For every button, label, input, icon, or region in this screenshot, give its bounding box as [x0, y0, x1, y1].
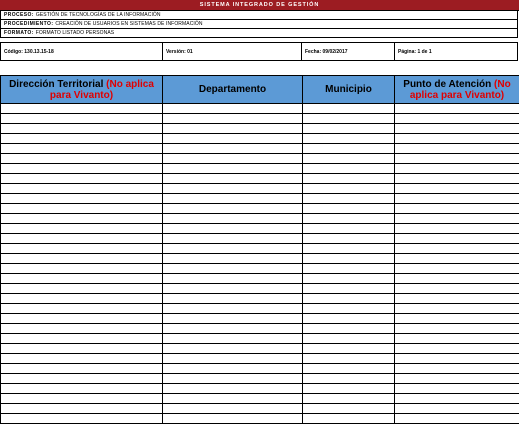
table-cell[interactable] [1, 384, 163, 394]
table-cell[interactable] [395, 304, 519, 314]
table-row [1, 304, 519, 314]
table-row [1, 154, 519, 164]
table-cell[interactable] [1, 124, 163, 134]
table-cell[interactable] [163, 264, 303, 274]
table-row [1, 404, 519, 414]
table-cell[interactable] [163, 134, 303, 144]
table-row [1, 234, 519, 244]
column-label: Dirección Territorial [9, 79, 103, 90]
table-cell[interactable] [1, 354, 163, 364]
table-cell[interactable] [395, 394, 519, 404]
table-cell[interactable] [1, 294, 163, 304]
table-cell[interactable] [163, 344, 303, 354]
table-cell[interactable] [303, 264, 395, 274]
table-cell[interactable] [163, 284, 303, 294]
table-row [1, 354, 519, 364]
table-cell[interactable] [163, 244, 303, 254]
table-cell[interactable] [395, 204, 519, 214]
table-cell[interactable] [163, 394, 303, 404]
table-cell[interactable] [303, 334, 395, 344]
table-cell[interactable] [163, 304, 303, 314]
table-cell[interactable] [163, 124, 303, 134]
table-cell[interactable] [163, 254, 303, 264]
table-cell[interactable] [163, 234, 303, 244]
table-cell[interactable] [395, 314, 519, 324]
table-cell[interactable] [303, 314, 395, 324]
system-title: SISTEMA INTEGRADO DE GESTIÓN [0, 0, 519, 11]
table-cell[interactable] [163, 404, 303, 414]
table-cell[interactable] [395, 294, 519, 304]
column-header [163, 76, 303, 104]
table-cell[interactable] [1, 224, 163, 234]
proceso-value: GESTIÓN DE TECNOLOGÍAS DE LA INFORMACIÓN [36, 12, 161, 18]
table-cell[interactable] [303, 284, 395, 294]
table-cell[interactable] [163, 204, 303, 214]
table-cell[interactable] [395, 134, 519, 144]
table-row [1, 384, 519, 394]
table-cell[interactable] [395, 244, 519, 254]
table-cell[interactable] [395, 144, 519, 154]
column-label: Municipio [325, 84, 372, 95]
table-cell[interactable] [303, 414, 395, 424]
table-cell[interactable] [163, 364, 303, 374]
table-cell[interactable] [303, 234, 395, 244]
table-cell[interactable] [303, 144, 395, 154]
table-cell[interactable] [1, 344, 163, 354]
table-cell[interactable] [1, 134, 163, 144]
table-cell[interactable] [1, 184, 163, 194]
column-header [395, 76, 519, 104]
table-cell[interactable] [1, 374, 163, 384]
table-cell[interactable] [1, 394, 163, 404]
table-cell[interactable] [303, 114, 395, 124]
column-label: Departamento [199, 84, 266, 95]
table-row [1, 334, 519, 344]
table-cell[interactable] [163, 384, 303, 394]
procedimiento-label: PROCEDIMIENTO: [4, 21, 53, 27]
column-label: Punto de Atención [403, 79, 491, 90]
table-cell[interactable] [303, 154, 395, 164]
table-cell[interactable] [395, 124, 519, 134]
table-cell[interactable] [395, 184, 519, 194]
table-row [1, 284, 519, 294]
table-row [1, 324, 519, 334]
table-row [1, 254, 519, 264]
table-cell[interactable] [1, 164, 163, 174]
proceso-row [0, 11, 518, 20]
table-cell[interactable] [303, 364, 395, 374]
table-cell[interactable] [163, 374, 303, 384]
table-row [1, 244, 519, 254]
table-row [1, 264, 519, 274]
column-header [303, 76, 395, 104]
table-row [1, 394, 519, 404]
table-cell[interactable] [163, 154, 303, 164]
table-cell[interactable] [163, 224, 303, 234]
codigo-cell: Código: 130.13.15-18 [1, 43, 163, 60]
table-cell[interactable] [395, 214, 519, 224]
table-row [1, 224, 519, 234]
table-cell[interactable] [303, 254, 395, 264]
table-cell[interactable] [1, 404, 163, 414]
personas-table [0, 75, 519, 424]
formato-row [0, 29, 518, 38]
table-cell[interactable] [395, 414, 519, 424]
formato-value: FORMATO LISTADO PERSONAS [36, 30, 115, 36]
table-cell[interactable] [303, 124, 395, 134]
table-cell[interactable] [1, 314, 163, 324]
table-cell[interactable] [395, 264, 519, 274]
table-cell[interactable] [163, 144, 303, 154]
table-cell[interactable] [1, 154, 163, 164]
table-cell[interactable] [1, 324, 163, 334]
table-cell[interactable] [395, 224, 519, 234]
table-cell[interactable] [303, 274, 395, 284]
table-row [1, 204, 519, 214]
table-cell[interactable] [303, 374, 395, 384]
table-cell[interactable] [395, 254, 519, 264]
table-cell[interactable] [1, 244, 163, 254]
table-cell[interactable] [1, 254, 163, 264]
table-cell[interactable] [163, 294, 303, 304]
table-cell[interactable] [163, 184, 303, 194]
document-meta-row [0, 42, 518, 61]
table-cell[interactable] [1, 104, 163, 114]
table-cell[interactable] [395, 164, 519, 174]
table-cell[interactable] [303, 354, 395, 364]
table-cell[interactable] [395, 234, 519, 244]
table-body [1, 104, 519, 424]
table-cell[interactable] [163, 174, 303, 184]
table-cell[interactable] [1, 284, 163, 294]
table-row [1, 274, 519, 284]
table-cell[interactable] [303, 384, 395, 394]
table-cell[interactable] [303, 244, 395, 254]
table-row [1, 184, 519, 194]
column-header [1, 76, 163, 104]
column-note: (No aplica para Vivanto) [50, 79, 154, 101]
table-row [1, 414, 519, 424]
table-cell[interactable] [303, 164, 395, 174]
table-cell[interactable] [163, 114, 303, 124]
proceso-label: PROCESO: [4, 12, 34, 18]
table-cell[interactable] [395, 334, 519, 344]
procedimiento-row [0, 20, 518, 29]
pagina-cell: Página: 1 de 1 [395, 43, 517, 60]
table-cell[interactable] [1, 174, 163, 184]
table-cell[interactable] [1, 274, 163, 284]
version-cell: Versión: 01 [163, 43, 302, 60]
table-cell[interactable] [395, 364, 519, 374]
table-cell[interactable] [1, 144, 163, 154]
table-cell[interactable] [1, 364, 163, 374]
table-cell[interactable] [163, 274, 303, 284]
table-cell[interactable] [395, 374, 519, 384]
table-cell[interactable] [303, 184, 395, 194]
table-row [1, 144, 519, 154]
table-row [1, 294, 519, 304]
table-cell[interactable] [303, 404, 395, 414]
table-cell[interactable] [395, 274, 519, 284]
procedimiento-value: CREACIÓN DE USUARIOS EN SISTEMAS DE INFORMACIÓN [55, 21, 202, 27]
table-header-row [1, 76, 519, 104]
table-row [1, 134, 519, 144]
table-cell[interactable] [303, 294, 395, 304]
table-cell[interactable] [395, 194, 519, 204]
table-cell[interactable] [303, 214, 395, 224]
table-row [1, 194, 519, 204]
fecha-cell: Fecha: 09/02/2017 [302, 43, 395, 60]
table-row [1, 164, 519, 174]
table-row [1, 104, 519, 114]
table-cell[interactable] [163, 334, 303, 344]
table-cell[interactable] [395, 284, 519, 294]
table-cell[interactable] [395, 114, 519, 124]
table-cell[interactable] [303, 104, 395, 114]
table-cell[interactable] [395, 154, 519, 164]
table-cell[interactable] [1, 304, 163, 314]
table-cell[interactable] [163, 164, 303, 174]
table-cell[interactable] [303, 304, 395, 314]
table-cell[interactable] [163, 354, 303, 364]
table-cell[interactable] [163, 314, 303, 324]
table-cell[interactable] [1, 234, 163, 244]
table-cell[interactable] [1, 214, 163, 224]
table-cell[interactable] [303, 204, 395, 214]
table-cell[interactable] [163, 194, 303, 204]
table-row [1, 124, 519, 134]
table-cell[interactable] [303, 174, 395, 184]
table-cell[interactable] [395, 104, 519, 114]
table-cell[interactable] [163, 414, 303, 424]
table-cell[interactable] [303, 344, 395, 354]
table-row [1, 344, 519, 354]
table-row [1, 214, 519, 224]
table-cell[interactable] [1, 204, 163, 214]
table-cell[interactable] [395, 384, 519, 394]
table-row [1, 174, 519, 184]
table-cell[interactable] [303, 394, 395, 404]
formato-label: FORMATO: [4, 30, 34, 36]
table-cell[interactable] [1, 334, 163, 344]
column-note: (No aplica para Vivanto) [410, 79, 511, 101]
table-cell[interactable] [303, 324, 395, 334]
table-cell[interactable] [163, 324, 303, 334]
table-cell[interactable] [303, 134, 395, 144]
table-cell[interactable] [303, 194, 395, 204]
table-cell[interactable] [395, 404, 519, 414]
table-cell[interactable] [1, 194, 163, 204]
table-row [1, 374, 519, 384]
table-row [1, 364, 519, 374]
table-cell[interactable] [1, 264, 163, 274]
table-cell[interactable] [1, 114, 163, 124]
table-cell[interactable] [395, 344, 519, 354]
table-cell[interactable] [395, 324, 519, 334]
table-cell[interactable] [395, 174, 519, 184]
table-cell[interactable] [303, 224, 395, 234]
table-row [1, 314, 519, 324]
table-cell[interactable] [1, 414, 163, 424]
table-row [1, 114, 519, 124]
table-cell[interactable] [163, 214, 303, 224]
table-cell[interactable] [395, 354, 519, 364]
table-cell[interactable] [163, 104, 303, 114]
